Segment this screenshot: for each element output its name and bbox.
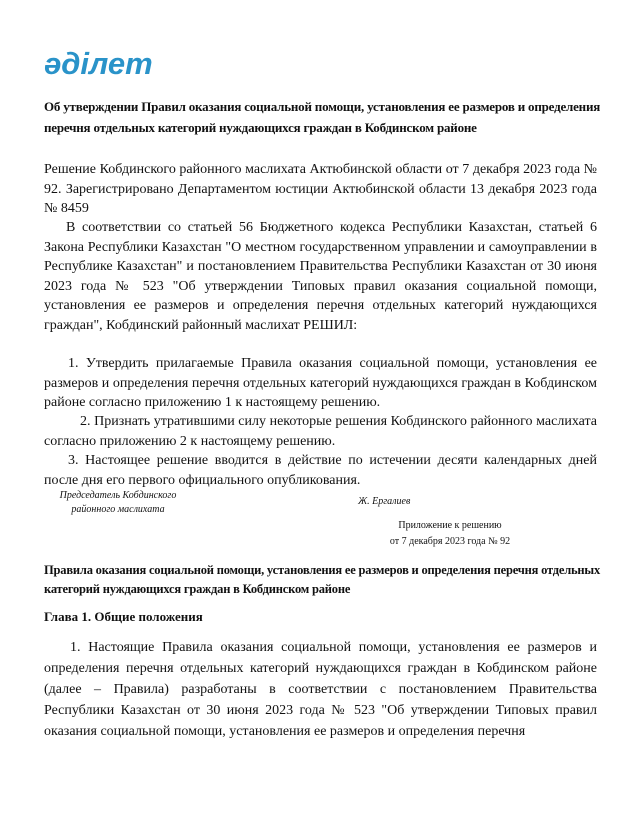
decision-item-2: 2. Признать утратившими силу некоторые решения Кобдинского районного маслихата согласно приложению 2 к настоящему решению.	[44, 414, 597, 449]
decision-item-1: 1. Утвердить прилагаемые Правила оказания социальной помощи, установления ее размеров и определения перечня отдельных категорий нуждающихся граждан в Кобдинском районе согласно приложению 1 к настоящему решению.	[44, 356, 597, 410]
rule-paragraph-1: 1. Настоящие Правила оказания социальной помощи, установления ее размеров и определения перечня отдельных категорий нуждающихся граждан в Кобдинском районе (далее – Правила) разработаны в соответствии с постановлением Правительства Республики Казахстан от 30 июня 2023 года № 523 "Об утверждении Типовых правил оказания социальной помощи, установления ее размеров и определения перечня	[44, 640, 597, 739]
signature-position-line2: районного маслихата	[71, 504, 165, 515]
rules-title: Правила оказания социальной помощи, установления ее размеров и определения перечня отдельных категорий нуждающихся граждан в Кобдинском районе	[44, 563, 601, 596]
adilet-logo[interactable]	[44, 44, 176, 84]
document-meta: Решение Кобдинского районного маслихата Актюбинской области от 7 декабря 2023 года № 92. Зарегистрировано Департаментом юстиции Актюбинской области 13 декабря 2023 года № 8459	[44, 162, 597, 216]
appendix-note-line2: от 7 декабря 2023 года № 92	[389, 536, 511, 547]
appendix-note	[370, 518, 530, 550]
signature-name: Ж. Ергалиев	[358, 496, 411, 507]
preamble-paragraph: В соответствии со статьей 56 Бюджетного кодекса Республики Казахстан, статьей 6 Закона Республики Казахстан "О местном государственном управлении и самоуправлении в Республике Казахстан" и постановлением Правительства Республики Казахстан от 30 июня 2023 года № 523 "Об утверждении Типовых правил оказания социальной помощи, установления ее размеров и определения перечня отдельных категорий нуждающихся граждан", Кобдинский районный маслихат РЕШИЛ:	[44, 220, 597, 333]
appendix-note-line1: Приложение к решению	[398, 520, 502, 531]
decision-item-3: 3. Настоящее решение вводится в действие по истечении десяти календарных дней после дня его первого официального опубликования.	[44, 453, 597, 488]
signature-position-line1: Председатель Кобдинского	[59, 490, 177, 501]
logo-text: әділет	[44, 46, 153, 81]
signature-position	[48, 489, 188, 517]
chapter-heading: Глава 1. Общие положения	[44, 609, 203, 624]
document-title: Об утверждении Правил оказания социальной помощи, установления ее размеров и определения перечня отдельных категорий нуждающихся граждан в Кобдинском районе	[44, 99, 601, 135]
